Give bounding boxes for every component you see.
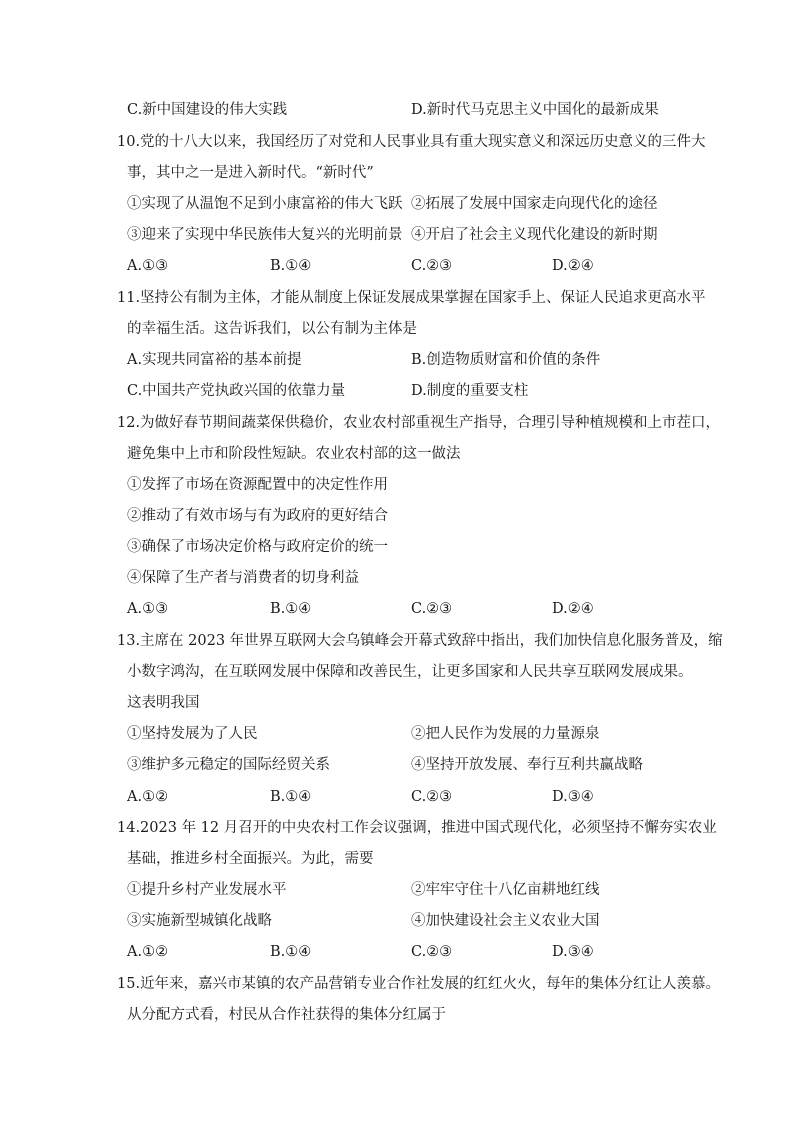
q10-choice-d: D.②④ [552,258,594,274]
q9-option-c: C.新中国建设的伟大实践 [127,102,288,118]
q14-choice-c: C.②③ [411,944,453,960]
q12-choice-d: D.②④ [552,601,594,617]
q12-choice-c: C.②③ [411,601,453,617]
q13-choice-b: B.①④ [270,789,312,805]
q13-statement-4: ④坚持开放发展、奉行互利共赢战略 [411,757,643,773]
q14-stem-line-2: 基础，推进乡村全面振兴。为此，需要 [127,851,374,867]
q12-stem-line-2: 避免集中上市和阶段性短缺。农业农村部的这一做法 [127,446,461,462]
q13-statement-2: ②把人民作为发展的力量源泉 [411,726,600,742]
q10-stem-line-1: 10.党的十八大以来，我国经历了对党和人民事业具有重大现实意义和深远历史意义的三件大 [117,134,706,150]
q14-statement-4: ④加快建设社会主义农业大国 [411,913,600,929]
q11-option-b: B.创造物质财富和价值的条件 [411,352,601,368]
q15-stem-line-2: 从分配方式看，村民从合作社获得的集体分红属于 [127,1007,446,1023]
q13-choice-d: D.③④ [552,789,594,805]
q11-option-a: A.实现共同富裕的基本前提 [127,352,302,368]
q13-stem-line-3: 这表明我国 [127,695,200,711]
q13-choice-a: A.①② [127,789,169,805]
q9-option-d: D.新时代马克思主义中国化的最新成果 [411,102,659,118]
q12-statement-2: ②推动了有效市场与有为政府的更好结合 [127,508,388,524]
q12-choice-b: B.①④ [270,601,312,617]
q13-choice-c: C.②③ [411,789,453,805]
q10-stem-line-2: 事，其中之一是进入新时代。“新时代” [127,165,374,181]
q10-choice-a: A.①③ [127,258,169,274]
q10-statement-3: ③迎来了实现中华民族伟大复兴的光明前景 [127,227,403,243]
q11-stem-line-2: 的幸福生活。这告诉我们，以公有制为主体是 [127,321,417,337]
q14-statement-3: ③实施新型城镇化战略 [127,913,272,929]
q13-statement-3: ③维护多元稳定的国际经贸关系 [127,757,330,773]
q10-statement-4: ④开启了社会主义现代化建设的新时期 [411,227,658,243]
q12-statement-1: ①发挥了市场在资源配置中的决定性作用 [127,477,388,493]
q14-choice-d: D.③④ [552,944,594,960]
q10-choice-c: C.②③ [411,258,453,274]
q11-option-c: C.中国共产党执政兴国的依靠力量 [127,383,346,399]
q13-stem-line-2: 小数字鸿沟，在互联网发展中保障和改善民生，让更多国家和人民共享互联网发展成果。 [127,664,693,680]
q14-choice-b: B.①④ [270,944,312,960]
q14-choice-a: A.①② [127,944,169,960]
q12-statement-3: ③确保了市场决定价格与政府定价的统一 [127,539,388,555]
q11-stem-line-1: 11.坚持公有制为主体，才能从制度上保证发展成果掌握在国家手上、保证人民追求更高水平 [117,290,706,306]
q11-option-d: D.制度的重要支柱 [411,383,529,399]
q14-stem-line-1: 14.2023 年 12 月召开的中央农村工作会议强调，推进中国式现代化，必须坚持不懈夯实农业 [117,820,717,836]
q14-statement-2: ②牢牢守住十八亿亩耕地红线 [411,882,600,898]
q10-statement-1: ①实现了从温饱不足到小康富裕的伟大飞跃 [127,196,403,212]
q12-choice-a: A.①③ [127,601,169,617]
q12-statement-4: ④保障了生产者与消费者的切身利益 [127,570,359,586]
q15-stem-line-1: 15.近年来，嘉兴市某镇的农产品营销专业合作社发展的红红火火，每年的集体分红让人羡慕。 [117,976,721,992]
q14-statement-1: ①提升乡村产业发展水平 [127,882,287,898]
q12-stem-line-1: 12.为做好春节期间蔬菜保供稳价，农业农村部重视生产指导，合理引导种植规模和上市茬口， [117,415,721,431]
q10-statement-2: ②拓展了发展中国家走向现代化的途径 [411,196,658,212]
q13-statement-1: ①坚持发展为了人民 [127,726,258,742]
q13-stem-line-1: 13.主席在 2023 年世界互联网大会乌镇峰会开幕式致辞中指出，我们加快信息化服务普及，缩 [117,633,723,649]
q10-choice-b: B.①④ [270,258,312,274]
